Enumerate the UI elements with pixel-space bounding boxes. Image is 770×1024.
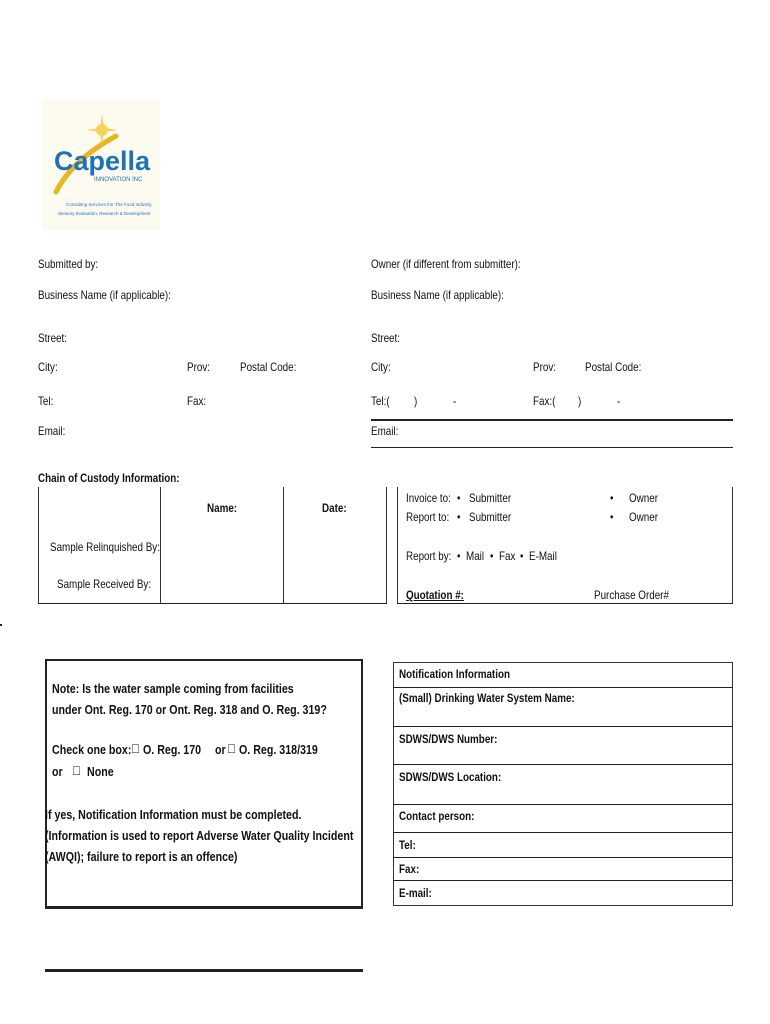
logo-tagline-1: Consulting Services For The Food Industry [66, 202, 152, 207]
report-by-email[interactable]: E-Mail [529, 549, 557, 563]
custody-divider-2 [283, 487, 284, 603]
logo-wordmark: Capella [54, 146, 151, 176]
received-label: Sample Received By: [57, 577, 152, 591]
logo-subline: INNOVATION INC [94, 177, 143, 183]
notification-row-line-5 [393, 832, 733, 833]
custody-bottom-border [38, 603, 387, 604]
submitted-by-label: Submitted by: [38, 257, 99, 271]
invoice-border-left [397, 487, 398, 603]
report-submitter-option[interactable]: Submitter [469, 510, 512, 524]
report-by-fax-bullet[interactable]: • [490, 549, 494, 563]
notification-title: Notification Information [399, 667, 510, 681]
note-border-left [45, 659, 47, 909]
reg170-label: O. Reg. 170 [143, 742, 202, 757]
custody-date-col: Date: [322, 501, 347, 515]
signature-line [45, 969, 363, 972]
invoice-border-right [732, 487, 733, 603]
owner-heading: Owner (if different from submitter): [371, 257, 521, 271]
custody-divider-1 [160, 487, 161, 603]
system-location-label: SDWS/DWS Location: [399, 770, 502, 784]
notification-row-line-6 [393, 857, 733, 858]
report-owner-option[interactable]: Owner [629, 510, 658, 524]
report-submitter-bullet[interactable]: • [457, 510, 461, 524]
submitter-tel-label: Tel: [38, 394, 54, 408]
reg318-checkbox[interactable]: □ [228, 740, 235, 756]
report-by-label: Report by: [406, 549, 452, 563]
report-by-email-bullet[interactable]: • [520, 549, 524, 563]
submitter-postal-label: Postal Code: [240, 360, 297, 374]
owner-divider [371, 419, 733, 421]
custody-border-left [38, 487, 39, 603]
check-one-label: Check one box: [52, 742, 132, 757]
invoice-owner-option[interactable]: Owner [629, 491, 658, 505]
submitter-business-label: Business Name (if applicable): [38, 288, 171, 302]
owner-tel-close: ) [414, 394, 418, 408]
report-by-mail-bullet[interactable]: • [457, 549, 461, 563]
or-1: or [215, 742, 226, 757]
none-checkbox[interactable]: □ [73, 762, 80, 778]
invoice-bottom-border [397, 603, 733, 604]
notification-row-line-1 [393, 687, 733, 688]
submitter-fax-label: Fax: [187, 394, 207, 408]
contact-fax-label: Fax: [399, 862, 420, 876]
notification-row-line-4 [393, 804, 733, 805]
reg170-checkbox[interactable]: □ [132, 740, 139, 756]
invoice-submitter-bullet[interactable]: • [457, 491, 461, 505]
logo-tagline-2: Sensory Evaluation, Research & Development [58, 211, 151, 216]
scan-mark [0, 624, 2, 626]
owner-fax-dash: - [617, 394, 621, 408]
note-border-bottom [45, 906, 363, 909]
custody-heading: Chain of Custody Information: [38, 471, 180, 485]
none-label: None [87, 764, 114, 779]
notification-row-line-3 [393, 764, 733, 765]
submitter-city-label: City: [38, 360, 58, 374]
report-by-fax[interactable]: Fax [499, 549, 516, 563]
custody-name-col: Name: [207, 501, 238, 515]
invoice-submitter-option[interactable]: Submitter [469, 491, 512, 505]
note-line-2: under Ont. Reg. 170 or Ont. Reg. 318 and O. Reg. 319? [52, 702, 327, 717]
contact-email-label: E-mail: [399, 886, 432, 900]
owner-email-label: Email: [371, 424, 399, 438]
contact-person-label: Contact person: [399, 809, 475, 823]
contact-tel-label: Tel: [399, 838, 416, 852]
owner-email-underline [371, 447, 733, 448]
invoice-owner-bullet[interactable]: • [610, 491, 614, 505]
note-border-top [45, 659, 363, 661]
invoice-to-label: Invoice to: [406, 491, 451, 505]
owner-business-label: Business Name (if applicable): [371, 288, 504, 302]
report-owner-bullet[interactable]: • [610, 510, 614, 524]
owner-tel-label: Tel:( [371, 394, 390, 408]
owner-fax-label: Fax:( [533, 394, 556, 408]
system-name-label: (Small) Drinking Water System Name: [399, 691, 575, 705]
notification-row-line-2 [393, 726, 733, 727]
owner-tel-dash: - [453, 394, 457, 408]
note-line-1: Note: Is the water sample coming from facilities [52, 681, 294, 696]
quotation-label: Quotation #: [406, 588, 464, 602]
if-yes-line-1: If yes, Notification Information must be completed. [45, 807, 302, 822]
owner-prov-label: Prov: [533, 360, 556, 374]
owner-city-label: City: [371, 360, 391, 374]
owner-fax-close: ) [578, 394, 582, 408]
owner-postal-label: Postal Code: [585, 360, 642, 374]
report-by-mail[interactable]: Mail [466, 549, 485, 563]
custody-border-right [386, 487, 387, 603]
note-border-right [361, 659, 363, 909]
report-to-label: Report to: [406, 510, 450, 524]
if-yes-line-3: (AWQI); failure to report is an offence) [45, 849, 238, 864]
capella-logo [42, 100, 160, 230]
if-yes-line-2: (Information is used to report Adverse Water Quality Incident [45, 828, 354, 843]
relinquished-label: Sample Relinquished By: [50, 540, 160, 554]
purchase-order-label: Purchase Order# [594, 588, 669, 602]
system-number-label: SDWS/DWS Number: [399, 732, 498, 746]
submitter-street-label: Street: [38, 331, 67, 345]
submitter-prov-label: Prov: [187, 360, 210, 374]
owner-street-label: Street: [371, 331, 400, 345]
notification-row-line-7 [393, 880, 733, 881]
or-2: or [52, 764, 63, 779]
reg318-label: O. Reg. 318/319 [239, 742, 318, 757]
submitter-email-label: Email: [38, 424, 66, 438]
